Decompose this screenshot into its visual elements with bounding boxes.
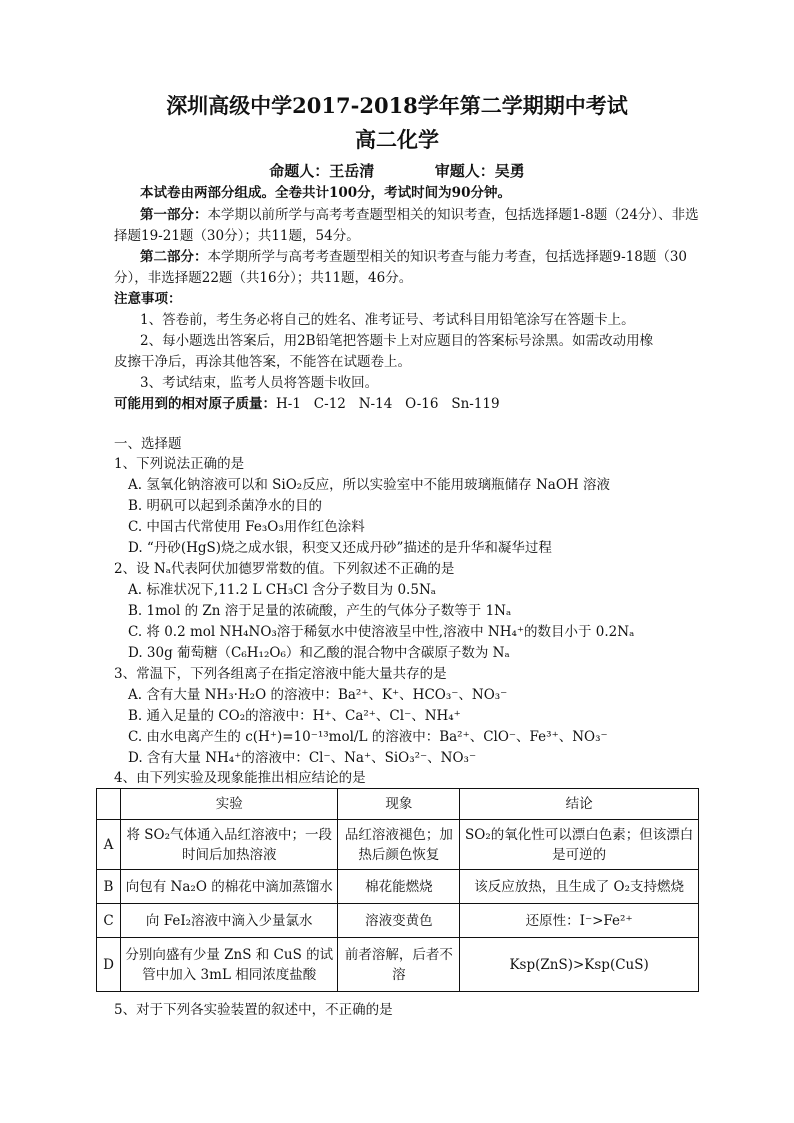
table-header-cell: 实验: [120, 789, 338, 820]
table-header-cell: 现象: [338, 789, 460, 820]
table-header-cell: 结论: [460, 789, 699, 820]
question-1-stem: 1、下列说法正确的是: [114, 456, 245, 472]
table-cell: 前者溶解，后者不溶: [338, 938, 460, 992]
question-3-option-c: C. 由水电离产生的 c(H⁺)=10⁻¹³mol/L 的溶液中：Ba²⁺、ClO⁻、Fe³⁺、NO₃⁻: [128, 729, 608, 745]
section-heading: 一、选择题: [114, 436, 182, 452]
table-cell: 还原性：I⁻>Fe²⁺: [460, 904, 699, 938]
atomic-mass-label: 可能用到的相对原子质量：: [114, 396, 276, 412]
notes-heading: 注意事项：: [114, 291, 182, 307]
part2-description: [114, 247, 699, 289]
atomic-mass-line: [114, 394, 500, 414]
part1-text: 本学期以前所学与高考考查题型相关的知识考查，包括选择题1-8题（24分）、非选择题19-21题（30分）；共11题，54分。: [114, 207, 699, 244]
table-cell: Ksp(ZnS)>Ksp(CuS): [460, 938, 699, 992]
atomic-mass-values: H-1 C-12 N-14 O-16 Sn-119: [276, 396, 500, 412]
question-5-stem: 5、对于下列各实验装置的叙述中，不正确的是: [114, 1002, 393, 1018]
question-1-option-b: B. 明矾可以起到杀菌净水的目的: [128, 498, 323, 514]
author-line: [0, 161, 794, 181]
table-row: [97, 938, 699, 992]
note-item: 3、考试结束，监考人员将答题卡收回。: [140, 375, 379, 391]
table-cell: 将 SO₂气体通入品红溶液中；一段时间后加热溶液: [120, 820, 338, 870]
question-2-option-d: D. 30g 葡萄糖（C₆H₁₂O₆）和乙酸的混合物中含碳原子数为 Nₐ: [128, 645, 510, 661]
question-2-option-c: C. 将 0.2 mol NH₄NO₃溶于稀氨水中使溶液呈中性,溶液中 NH₄⁺的数目小于 0.2Nₐ: [128, 624, 635, 640]
part2-text: 本学期所学与高考考查题型相关的知识考查与能力考查，包括选择题9-18题（30分），非选择题22题（共16分）；共11题，46分。: [114, 249, 688, 286]
table-cell: 品红溶液褪色；加热后颜色恢复: [338, 820, 460, 870]
table-header-row: [97, 789, 699, 820]
question-2-stem: 2、设 Nₐ代表阿伏加德罗常数的值。下列叙述不正确的是: [114, 561, 455, 577]
question-3-option-a: A. 含有大量 NH₃·H₂O 的溶液中：Ba²⁺、K⁺、HCO₃⁻、NO₃⁻: [128, 687, 508, 703]
note-item: 1、答卷前，考生务必将自己的姓名、准考证号、考试科目用铅笔涂写在答题卡上。: [140, 312, 635, 328]
exam-summary: 本试卷由两部分组成。全卷共计100分，考试时间为90分钟。: [140, 185, 511, 201]
exam-subject: 高二化学: [355, 127, 439, 152]
table-cell: D: [97, 938, 121, 992]
question-1-option-a: A. 氢氧化钠溶液可以和 SiO₂反应，所以实验室中不能用玻璃瓶储存 NaOH 溶液: [128, 477, 610, 493]
question-3-option-b: B. 通入足量的 CO₂的溶液中：H⁺、Ca²⁺、Cl⁻、NH₄⁺: [128, 708, 461, 724]
table-row: [97, 904, 699, 938]
part2-label: 第二部分：: [140, 249, 208, 265]
experiment-table: [96, 788, 699, 992]
table-row: [97, 870, 699, 904]
question-4-stem: 4、由下列实验及现象能推出相应结论的是: [114, 770, 366, 786]
question-1-option-c: C. 中国古代常使用 Fe₃O₃用作红色涂料: [128, 519, 365, 535]
table-row: [97, 820, 699, 870]
table-cell: A: [97, 820, 121, 870]
note-item: 2、每小题选出答案后，用2B铅笔把答题卡上对应题目的答案标号涂黑。如需改动用橡: [140, 333, 654, 349]
question-1-option-d: D. “丹砂(HgS)烧之成水银，积变又还成丹砂”描述的是升华和凝华过程: [128, 540, 552, 556]
table-cell: SO₂的氧化性可以漂白色素；但该漂白是可逆的: [460, 820, 699, 870]
author-label: 命题人：王岳清: [269, 162, 375, 180]
reviewer-label: 审题人：吴勇: [434, 162, 525, 180]
question-2-option-b: B. 1mol 的 Zn 溶于足量的浓硫酸，产生的气体分子数等于 1Nₐ: [128, 603, 512, 619]
table-cell: 该反应放热，且生成了 O₂支持燃烧: [460, 870, 699, 904]
table-cell: C: [97, 904, 121, 938]
table-cell: 向 FeI₂溶液中滴入少量氯水: [120, 904, 338, 938]
table-cell: 棉花能燃烧: [338, 870, 460, 904]
question-3-stem: 3、常温下，下列各组离子在指定溶液中能大量共存的是: [114, 666, 447, 682]
table-cell: B: [97, 870, 121, 904]
question-2-option-a: A. 标准状况下,11.2 L CH₃Cl 含分子数目为 0.5Nₐ: [128, 582, 436, 598]
note-item: 皮擦干净后，再涂其他答案，不能答在试题卷上。: [114, 354, 411, 370]
table-header-cell: [97, 789, 121, 820]
part1-description: [114, 205, 699, 247]
table-cell: 溶液变黄色: [338, 904, 460, 938]
exam-title: 深圳高级中学2017-2018学年第二学期期中考试: [166, 93, 628, 118]
question-3-option-d: D. 含有大量 NH₄⁺的溶液中：Cl⁻、Na⁺、SiO₃²⁻、NO₃⁻: [128, 750, 477, 766]
part1-label: 第一部分：: [140, 207, 208, 223]
table-cell: 分别向盛有少量 ZnS 和 CuS 的试管中加入 3mL 相同浓度盐酸: [120, 938, 338, 992]
table-cell: 向包有 Na₂O 的棉花中滴加蒸馏水: [120, 870, 338, 904]
